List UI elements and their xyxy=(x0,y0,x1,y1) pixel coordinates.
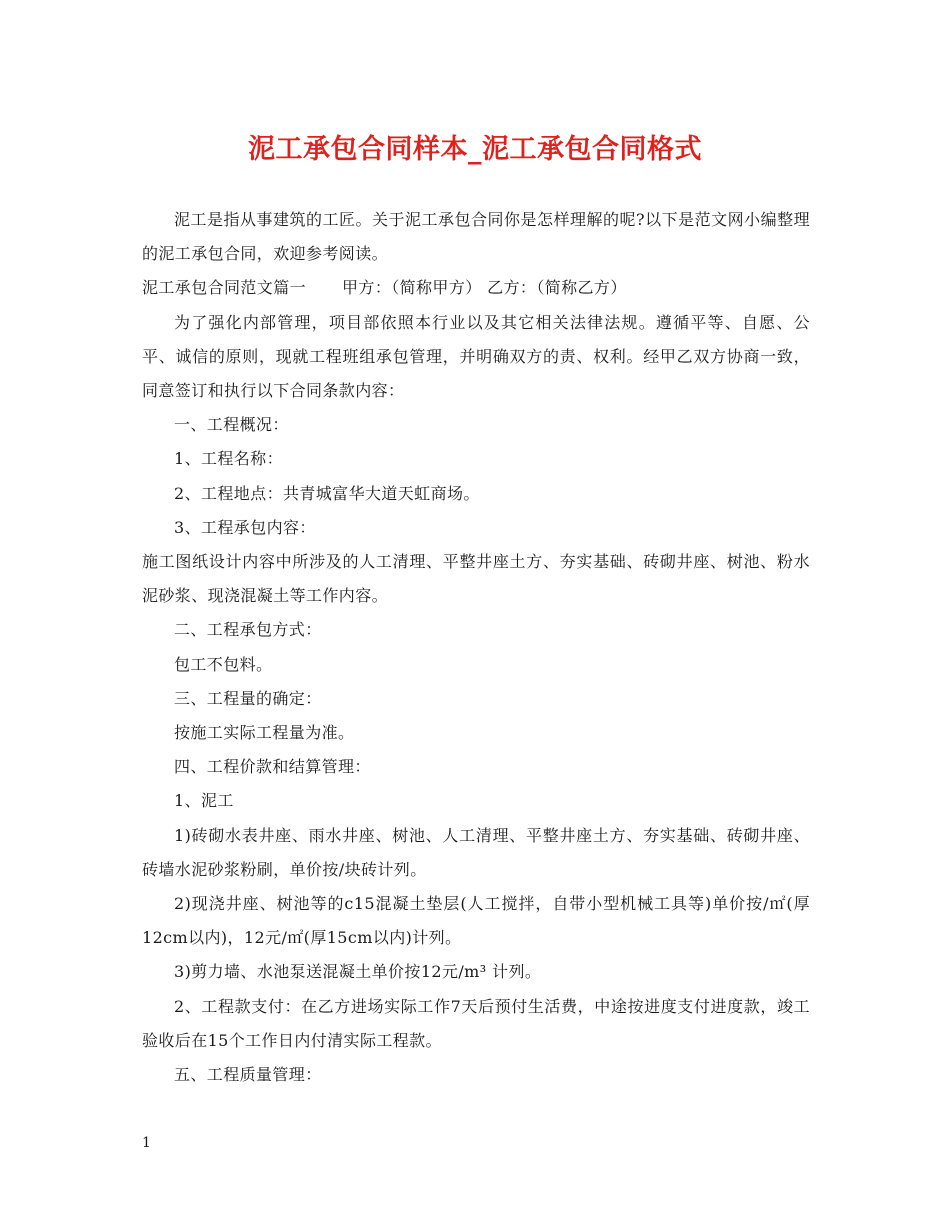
section-heading: 四、工程价款和结算管理： xyxy=(174,757,371,777)
clause-item: 2、工程地点：共青城富华大道天虹商场。 xyxy=(174,483,480,503)
clause-item: 1、泥工 xyxy=(174,791,234,811)
section-heading: 二、工程承包方式： xyxy=(174,620,322,640)
clause-item: 1)砖砌水表井座、雨水井座、树池、人工清理、平整井座土方、夯实基础、砖砌井座、砖墙水泥砂浆粉刷，单价按/块砖计列。 xyxy=(142,825,810,879)
section-heading: 一、工程概况： xyxy=(174,415,289,435)
clause-item: 3)剪力墙、水池泵送混凝土单价按12元/m³ 计列。 xyxy=(174,962,542,982)
clause-item: 2)现浇井座、树池等的c15混凝土垫层(人工搅拌，自带小型机械工具等)单价按/㎡(厚12cm以内)，12元/㎡(厚15cm以内)计列。 xyxy=(142,894,810,948)
party-a-label: 甲方：（简称甲方） xyxy=(342,278,482,298)
party-b-label: 乙方：（简称乙方） xyxy=(487,278,627,298)
clause-text: 包工不包料。 xyxy=(174,654,273,674)
clause-item: 1、工程名称： xyxy=(174,449,283,469)
document-title: 泥工承包合同样本_泥工承包合同格式 xyxy=(248,134,702,165)
contract-header-line xyxy=(142,271,810,305)
document-body xyxy=(142,203,810,1092)
section-heading: 三、工程量的确定： xyxy=(174,688,322,708)
preamble-paragraph: 为了强化内部管理，项目部依照本行业以及其它相关法律法规。遵循平等、自愿、公平、诚信的原则，现就工程班组承包管理，并明确双方的责、权利。经甲乙双方协商一致，同意签订和执行以下合同条款内容： xyxy=(142,312,810,401)
intro-paragraph: 泥工是指从事建筑的工匠。关于泥工承包合同你是怎样理解的呢?以下是范文网小编整理的泥工承包合同，欢迎参考阅读。 xyxy=(142,210,810,264)
clause-text: 施工图纸设计内容中所涉及的人工清理、平整井座土方、夯实基础、砖砌井座、树池、粉水泥砂浆、现浇混凝土等工作内容。 xyxy=(142,552,810,606)
clause-text: 按施工实际工程量为准。 xyxy=(174,723,355,743)
clause-item: 2、工程款支付：在乙方进场实际工作7天后预付生活费，中途按进度支付进度款，竣工验收后在15个工作日内付清实际工程款。 xyxy=(142,996,810,1050)
contract-heading: 泥工承包合同范文篇一 xyxy=(142,278,307,298)
page-number: 1 xyxy=(142,1135,151,1151)
clause-item: 3、工程承包内容： xyxy=(174,517,316,537)
section-heading: 五、工程质量管理： xyxy=(174,1065,322,1085)
